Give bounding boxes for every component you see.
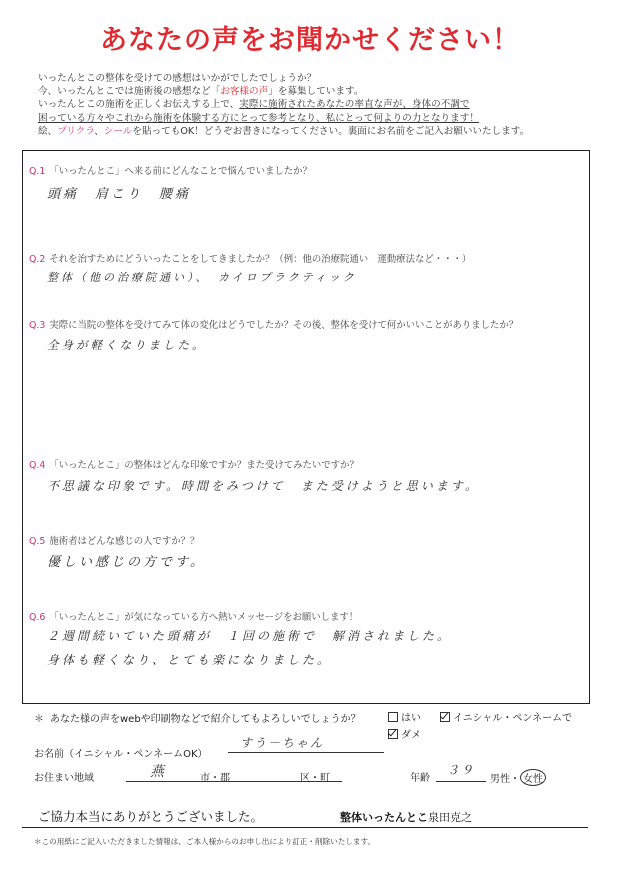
option-yes-label: はい [401, 713, 421, 724]
intro-line-5 [38, 125, 529, 138]
option-initial-penname-label: イニシャル・ペンネームで [453, 713, 573, 724]
question-number: Q.5 [29, 536, 46, 547]
gender-male[interactable]: 男性 [490, 774, 510, 785]
answer-1[interactable]: 頭痛 肩こり 腰痛 [47, 187, 192, 202]
answer-5[interactable]: 優しい感じの方です。 [47, 555, 206, 570]
address-label: お住まい地域 [34, 773, 94, 784]
address-city-suffix: 市・郡 [200, 773, 230, 784]
intro-line-5-pre: 絵、 [38, 125, 58, 137]
question-number: Q.6 [29, 612, 46, 623]
footer-company-group [340, 809, 472, 825]
intro-line-5-post: を貼ってもOK！どうぞお書きになってください。裏面にお名前をご記入お願いいたします。 [132, 125, 530, 137]
address-ward-suffix: 区・町 [300, 773, 330, 784]
answer-6-line-2[interactable]: 身体も軽くなり、とても楽になりました。 [47, 653, 333, 667]
option-no-label: ダメ [401, 730, 421, 741]
answer-6-line-1[interactable]: ２週間続いていた頭痛が １回の施術で 解消されました。 [47, 629, 453, 643]
intro-line-2-post: 」を募集しています。 [268, 86, 364, 98]
age-value[interactable]: ３９ [447, 763, 476, 777]
intro-customer-voice: お客様の声 [220, 86, 269, 98]
intro-line-4: 困っている方々やこれから施術を体験する方にとって参考となり、私にとって何よりの力となります！ [38, 112, 479, 124]
intro-line-2-pre: 今、いったんとこでは施術後の感想など「 [38, 86, 221, 98]
checkbox-checked-icon [388, 729, 398, 739]
age-label: 年齢 [410, 773, 430, 784]
option-yes[interactable] [388, 709, 421, 724]
checkbox-checked-icon [440, 712, 450, 722]
permission-star: ＊ [34, 714, 44, 725]
question-number: Q.1 [29, 166, 46, 177]
age-underline [436, 781, 486, 782]
checkbox-icon [388, 712, 398, 722]
intro-purikura: プリクラ [57, 125, 95, 137]
name-underline [228, 752, 384, 753]
name-label-group [34, 745, 208, 760]
answer-2[interactable]: 整体（他の治療院通い）、 カイロプラクティック [47, 271, 357, 284]
intro-line-2 [38, 85, 529, 98]
option-no[interactable] [388, 726, 421, 741]
address-underline [126, 781, 342, 782]
page-title: あなたの声をお聞かせください！ [100, 25, 520, 56]
questionnaire-box [22, 150, 590, 704]
question-number: Q.3 [29, 320, 46, 331]
question-number: Q.4 [29, 460, 46, 471]
question-text: 実際に当院の整体を受けてみて体の変化はどうでしたか？その後、整体を受けて何かいいことがありましたか？ [49, 320, 519, 331]
question-3 [29, 317, 518, 331]
question-6 [29, 609, 358, 623]
intro-line-5-mid: 、 [94, 125, 104, 137]
option-initial-penname[interactable] [440, 709, 572, 724]
footer-thanks: ご協力本当にありがとうございました。 [38, 809, 264, 824]
question-text: 「いったんとこ」が気になっている方へ熱いメッセージをお願いします！ [49, 612, 359, 623]
intro-line-1: いったんとこの整体を受けての感想はいかがでしたでしょうか？ [38, 73, 317, 84]
gender-group [490, 769, 546, 786]
question-4 [29, 457, 359, 471]
intro-text [38, 72, 529, 138]
question-2 [29, 251, 471, 265]
intro-line-3 [38, 98, 529, 111]
question-text: 施術者はどんな感じの人ですか？？ [49, 536, 200, 547]
intro-seal: シール [103, 125, 133, 137]
answer-3[interactable]: 全身が軽くなりました。 [47, 338, 207, 352]
question-number: Q.2 [29, 254, 46, 265]
footer-divider [22, 827, 588, 828]
footer-company: 整体いったんとこ [340, 811, 428, 824]
permission-question: あなた様の声をwebや印刷物などで紹介してもよろしいでしょうか？ [50, 714, 361, 725]
question-text: それを治すためにどういったことをしてきましたか？（例：他の治療院通い 運動療法など・・・） [49, 254, 472, 265]
name-value[interactable]: すう－ちゃん [240, 736, 325, 750]
footer-note: ＊この用紙にご記入いただきました情報は、ご本人様からのお申し出により訂正・削除いたします。 [34, 837, 376, 846]
question-text: 「いったんとこ」の整体はどんな印象ですか？また受けてみたいですか？ [49, 460, 359, 471]
footer-owner: 泉田克之 [428, 811, 472, 824]
gender-female-selected[interactable]: 女性 [520, 769, 546, 786]
answer-4[interactable]: 不思議な印象です。時間をみつけて また受けようと思います。 [47, 479, 480, 493]
gender-separator: ・ [510, 774, 520, 785]
name-label: お名前 [34, 749, 64, 760]
address-city-value[interactable]: 燕 [150, 764, 166, 780]
intro-line-3-underlined: 実際に施術されたあなたの率直な声が、身体の不調で [239, 99, 470, 111]
question-text: 「いったんとこ」へ来る前にどんなことで悩んでいましたか？ [49, 166, 312, 177]
intro-line-3-pre: いったんとこの施術を正しくお伝えする上で、 [38, 99, 240, 111]
question-1 [29, 163, 312, 177]
name-hint: （イニシャル・ペンネームOK） [64, 749, 208, 760]
question-5 [29, 533, 199, 547]
